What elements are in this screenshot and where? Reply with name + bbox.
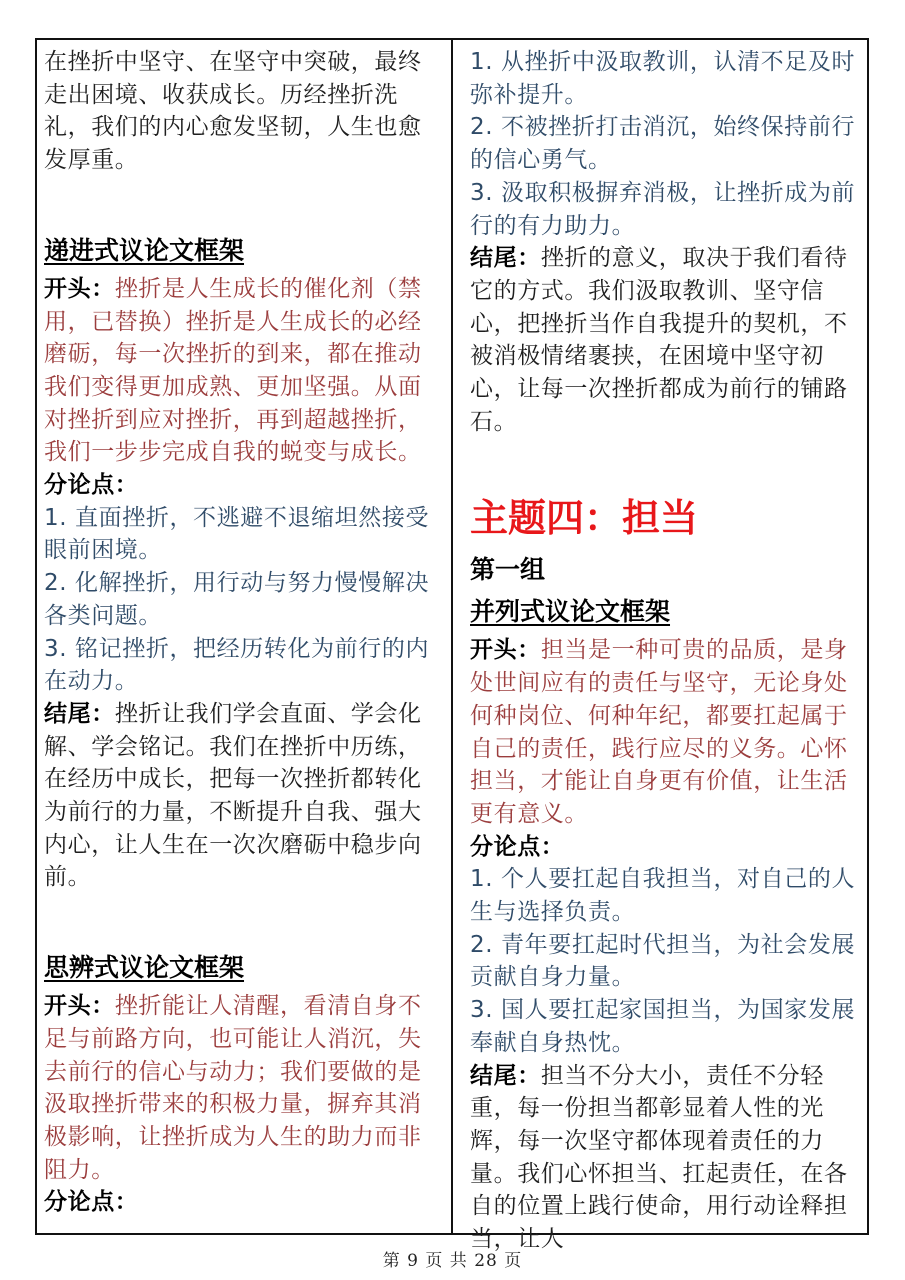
opening-label: 开头： — [44, 993, 115, 1020]
group-title: 第一组 — [470, 555, 546, 585]
point-item: 1. 个人要扛起自我担当，对自己的人生与选择负责。 — [470, 866, 856, 926]
progressive-ending — [44, 698, 440, 894]
left-column — [44, 46, 440, 1219]
points-label: 分论点： — [44, 1189, 139, 1216]
speculative-ending — [470, 242, 866, 438]
parallel-ending — [470, 1060, 866, 1256]
opening-text: 挫折是人生成长的催化剂（禁用，已替换）挫折是人生成长的必经磨砺，每一次挫折的到来，都在推动我们变得更加成熟、更加坚强。从面对挫折到应对挫折，再到超越挫折，我们一步步完成自我的蜕变与成长。 — [44, 275, 422, 466]
page-number: 第 9 页 共 28 页 — [382, 1251, 523, 1271]
point-item: 2. 不被挫折打击消沉，始终保持前行的信心勇气。 — [470, 114, 856, 174]
intro-paragraph: 在挫折中坚守、在坚守中突破，最终走出困境、收获成长。历经挫折洗礼，我们的内心愈发坚韧，人生也愈发厚重。 — [44, 49, 422, 174]
column-divider — [451, 38, 453, 1235]
point-item: 3. 铭记挫折，把经历转化为前行的内在动力。 — [44, 635, 430, 695]
point-item: 3. 国人要扛起家国担当，为国家发展奉献自身热忱。 — [470, 997, 856, 1056]
opening-label: 开头： — [470, 637, 541, 664]
progressive-opening — [44, 273, 440, 469]
ending-text: 担当不分大小，责任不分轻重，每一份担当都彰显着人性的光辉，每一次坚守都体现着责任的力量。我们心怀担当、扛起责任，在各自的位置上践行使命，用行动诠释担当，让人 — [470, 1062, 848, 1253]
point-item: 2. 化解挫折，用行动与努力慢慢解决各类问题。 — [44, 570, 430, 629]
point-item: 3. 汲取积极摒弃消极，让挫折成为前行的有力助力。 — [470, 179, 856, 239]
speculative-framework-title: 思辨式议论文框架 — [44, 953, 245, 983]
ending-label: 结尾： — [470, 245, 541, 272]
points-label: 分论点： — [470, 833, 565, 860]
ending-text: 挫折的意义，取决于我们看待它的方式。我们汲取教训、坚守信心，把挫折当作自我提升的契机，不被消极情绪裹挟，在困境中坚守初心，让每一次挫折都成为前行的铺路石。 — [470, 245, 848, 435]
parallel-framework-title: 并列式议论文框架 — [470, 597, 671, 627]
speculative-opening — [44, 990, 440, 1186]
theme-title: 主题四：担当 — [470, 496, 699, 541]
opening-text: 担当是一种可贵的品质，是身处世间应有的责任与坚守，无论身处何种岗位、何种年纪，都要扛起属于自己的责任，践行应尽的义务。心怀担当，才能让自身更有价值，让生活更有意义。 — [470, 637, 848, 827]
ending-text: 挫折让我们学会直面、学会化解、学会铭记。我们在挫折中历练，在经历中成长，把每一次挫折都转化为前行的力量，不断提升自我、强大内心，让人生在一次次磨砺中稳步向前。 — [44, 700, 422, 891]
point-item: 1. 从挫折中汲取教训，认清不足及时弥补提升。 — [470, 49, 856, 108]
opening-label: 开头： — [44, 275, 115, 302]
opening-text: 挫折能让人清醒，看清自身不足与前路方向，也可能让人消沉，失去前行的信心与动力；我们要做的是汲取挫折带来的积极力量，摒弃其消极影响，让挫折成为人生的助力而非阻力。 — [44, 993, 422, 1183]
point-item: 1. 直面挫折，不逃避不退缩坦然接受眼前困境。 — [44, 504, 430, 564]
points-label: 分论点： — [44, 472, 139, 499]
parallel-opening — [470, 634, 866, 830]
point-item: 2. 青年要扛起时代担当，为社会发展贡献自身力量。 — [470, 931, 856, 991]
right-column — [470, 46, 866, 1256]
ending-label: 结尾： — [44, 700, 115, 727]
progressive-framework-title: 递进式议论文框架 — [44, 235, 245, 265]
ending-label: 结尾： — [470, 1062, 541, 1089]
